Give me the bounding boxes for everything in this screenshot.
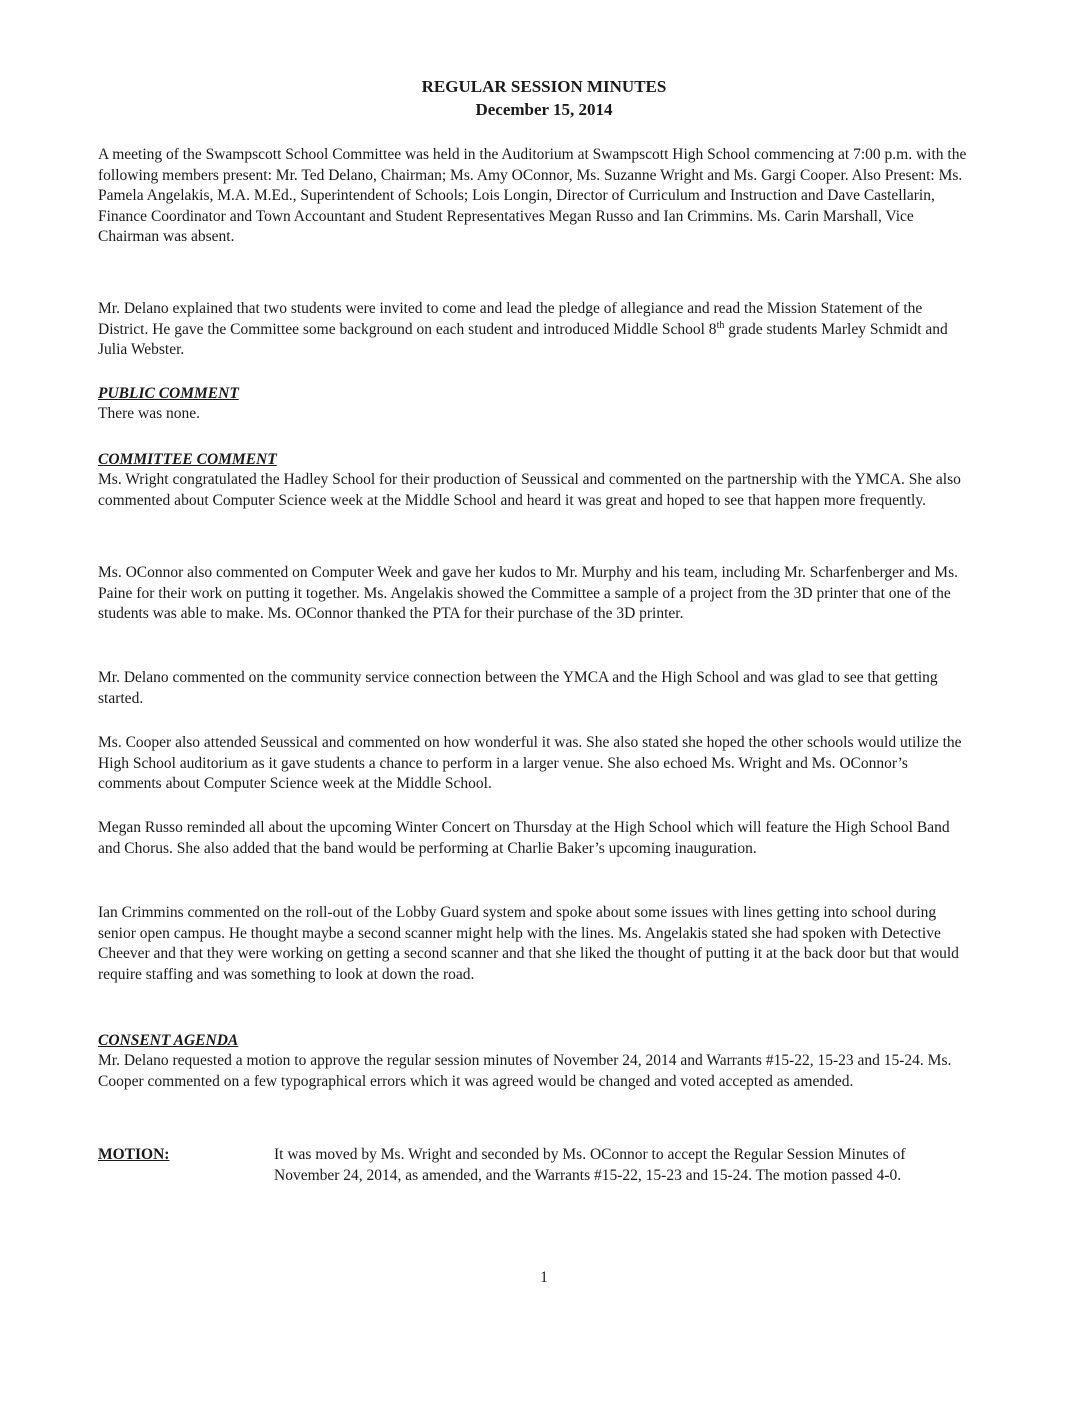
pledge-paragraph	[98, 299, 968, 361]
pledge-text-before: Mr. Delano explained that two students were invited to come and lead the pledge of allegiance and read the Mission Statement of the District. He gave the Committee some background on each student and introduced Middle School 8	[98, 300, 923, 338]
consent-agenda-text: Mr. Delano requested a motion to approve the regular session minutes of November 24, 2014 and Warrants #15-22, 15-23 and 15-24. Ms. Cooper commented on a few typographical errors which it was agreed would be changed and voted accepted as amended.	[98, 1052, 952, 1090]
motion-label: MOTION:	[98, 1146, 170, 1163]
attendance-paragraph: A meeting of the Swampscott School Committee was held in the Auditorium at Swampscott High School commencing at 7:00 p.m. with the following members present: Mr. Ted Delano, Chairman; Ms. Amy OConnor, Ms. Suzanne Wright and Ms. Gargi Cooper. Also Present: Ms. Pamela Angelakis, M.A. M.Ed., Superintendent of Schools; Lois Longin, Director of Curriculum and Instruction and Dave Castellarin, Finance Coordinator and Town Accountant and Student Representatives Megan Russo and Ian Crimmins. Ms. Carin Marshall, Vice Chairman was absent.	[98, 146, 967, 245]
ordinal-suffix: th	[716, 319, 725, 331]
committee-comment-paragraph: Ms. Wright congratulated the Hadley School for their production of Seussical and commented on the partnership with the YMCA. She also commented about Computer Science week at the Middle School and heard it was great and hoped to see that happen more frequently.	[98, 471, 961, 509]
public-comment-heading: PUBLIC COMMENT	[98, 385, 239, 402]
consent-agenda-heading: CONSENT AGENDA	[98, 1032, 239, 1049]
committee-comment-paragraph: Ms. Cooper also attended Seussical and commented on how wonderful it was. She also stated she hoped the other schools would utilize the High School auditorium as it gave students a chance to perform in a larger venue. She also echoed Ms. Wright and Ms. OConnor’s comments about Computer Science week at the Middle School.	[98, 734, 962, 792]
document-title: REGULAR SESSION MINUTES	[421, 77, 667, 96]
page-number: 1	[540, 1269, 548, 1286]
committee-comment-paragraph: Ms. OConnor also commented on Computer Week and gave her kudos to Mr. Murphy and his team, including Mr. Scharfenberger and Ms. Paine for their work on putting it together. Ms. Angelakis showed the Committee a sample of a project from the 3D printer that one of the students was able to make. Ms. OConnor thanked the PTA for their purchase of the 3D printer.	[98, 564, 959, 622]
committee-comment-paragraph: Megan Russo reminded all about the upcoming Winter Concert on Thursday at the High School which will feature the High School Band and Chorus. She also added that the band would be performing at Charlie Baker’s upcoming inauguration.	[98, 819, 950, 857]
pledge-text-after: grade students Marley Schmidt and Julia Webster.	[98, 320, 948, 358]
public-comment-text: There was none.	[98, 405, 200, 422]
committee-comment-heading: COMMITTEE COMMENT	[98, 451, 277, 468]
meeting-date: December 15, 2014	[475, 100, 613, 119]
committee-comment-paragraph: Ian Crimmins commented on the roll-out of the Lobby Guard system and spoke about some issues with lines getting into school during senior open campus. He thought maybe a second scanner might help with the lines. Ms. Angelakis stated she had spoken with Detective Cheever and that they were working on getting a second scanner and that she liked the thought of putting it at the back door but that would require staffing and was something to look at down the road.	[98, 904, 959, 983]
motion-text: It was moved by Ms. Wright and seconded by Ms. OConnor to accept the Regular Session Minutes of November 24, 2014, as amended, and the Warrants #15-22, 15-23 and 15-24. The motion passed 4-0.	[274, 1146, 906, 1184]
committee-comment-paragraph: Mr. Delano commented on the community service connection between the YMCA and the High School and was glad to see that getting started.	[98, 669, 938, 707]
